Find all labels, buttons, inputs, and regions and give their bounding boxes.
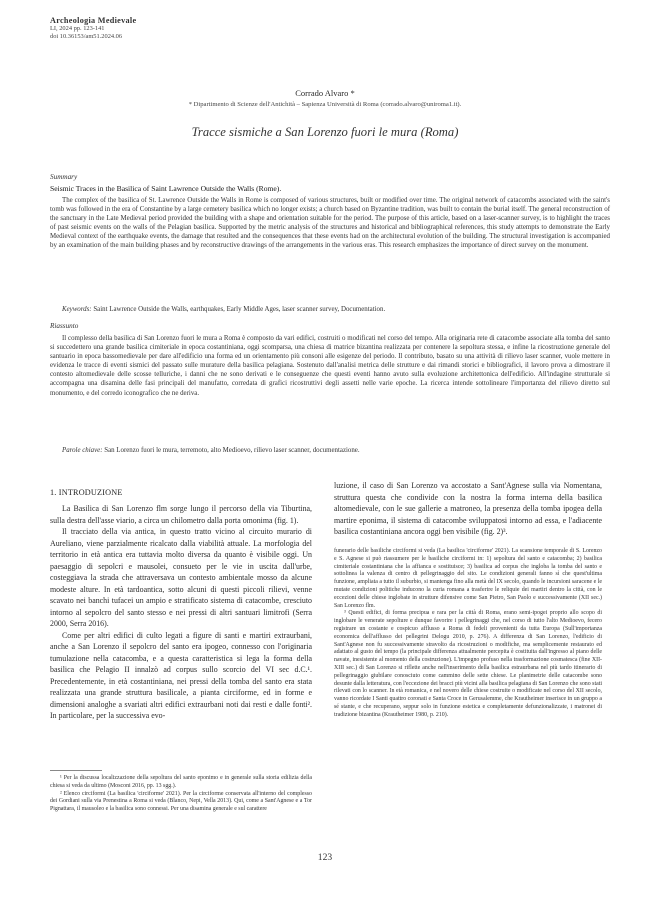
footnote-rule [50,770,102,771]
page-number: 123 [317,852,333,863]
riassunto-label: Riassunto [50,322,79,330]
riassunto-keywords [62,446,610,455]
body-paragraph: Il tracciato della via antica, in questo tratto vicino al circuito murario di Aureliano, viene parzialmente ricalcato dalla viabilità attuale. La morfologia del territorio in età antica era tuttavia molto diversa da quanto è visibile oggi. Un paesaggio di sepolcri e mausolei, consueto per le vie in uscita dall'urbe, costeggiava la strada che attraversava un contesto ambientale mosso da alcune modeste alture. In età tardoantica, sotto alcuni di questi piccoli rilievi, venne scavato nei banchi tufacei un ampio e stratificato sistema di catacombe, cresciuto intorno al sepolcro del santo stesso e nei pressi di altri santuari limitrofi (Serra 2000, Serra 2016). [50,527,312,628]
author-name: Corrado Alvaro * [295,88,355,98]
summary-keywords-text: Saint Lawrence Outside the Walls, earthquakes, Early Middle Ages, laser scanner survey, Documentation. [93,306,386,313]
summary-keywords-label: Keywords: [62,306,92,313]
footnote: ³ Questi edifici, di forma precipua e rara per la città di Roma, erano semi-ipogei proprio allo scopo di inglobare le venerate sepolture e dunque favorire i pellegrinaggi che, nel corso di tutto l'alto Medioevo, fecero registrare un costante e cospicuo afflusso a Roma di fedeli provenienti da tutta Europa (Sull'importanza economica dell'afflusso dei pellegrini Delogu 2010, p. 276). A differenza di San Lorenzo, l'edificio di Sant'Agnese non fu successivamente stravolto da ricostruzioni o modifiche, ma semplicemente restaurato ed adattato al gusto del tempo (la principale differenza attualmente percepita è costituita dall'ingresso al piano delle navate, inesistente al momento della costruzione). L'impegno profuso nella trasformazione cosmatesca (fine XII-XIII sec.) di San Lorenzo si riflette anche nell'inserimento della basilica estraurbana nel più tardo itinerario di pellegrinaggio giubilare conosciuto come cammino delle sette chiese. Le planimetrie delle catacombe sono desunte dalla letteratura, con l'eccezione dei bracci più vicini alla basilica pelagiana di San Lorenzo che sono stati rilevati con lo scanner. In età romanica, e nel novero delle chiese costruite o modificate nel corso del XII secolo, vanno ricordate I Santi quattro coronati e Santa Croce in Gerusalemme, che Krautheimer inserisce in un gruppo a sé stante, e che recuperano, seppur solo in funzione estetica e completamente defunzionalizzate, i matronei di tradizione bizantina (Krautheimer 1980, p. 210). [334,610,602,718]
summary-subtitle: Seismic Traces in the Basilica of Saint Lawrence Outside the Walls (Rome). [50,184,282,193]
riassunto-keywords-label: Parole chiave: [62,447,103,454]
footnotes-left [50,775,312,814]
footnote: ¹ Per la discussa localizzazione della sepoltura del santo eponimo e in generale sulla storia edilizia della chiesa si veda da ultimo (Mosconi 2016, pp. 13 sgg.). [50,775,312,789]
body-column-left [50,503,312,722]
summary-label: Summary [50,173,78,181]
body-paragraph: Come per altri edifici di culto legati a figure di santi e martiri extraurbani, anche a San Lorenzo il sepolcro del santo era ipogeo, connesso con l'originaria tumulazione nella catacomba, e a questa caratteristica si lega la forma della basilica che Pelagio II innalzò ad corpus sullo scorcio del VI sec d.C.¹. Precedentemente, in età costantiniana, nei pressi della tomba del santo era stata realizzata una grande struttura basilicale, a pianta circiforme, ed in forme e dimensioni analoghe a svariati altri edifici extraurbani noti dai resti e dalle fonti². In particolare, per la successiva evo- [50,630,312,720]
journal-name: Archeologia Medievale [50,16,137,25]
footnote: funerario delle basiliche circiformi si veda (La basilica 'circiforme' 2021). La scansione temporale di S. Lorenzo e S. Agnese si può riassumere per le basiliche circiformi in: 1) sepoltura del santo e catacomba; 2) basilica cimiteriale costantiniana che la affianca e sostituisce; 3) basilica ad corpus che ingloba la tomba del santo e sottolinea la valenza di centro di pellegrinaggio del sito. Le condizioni generali fanno sì che quest'ultima funzione, ampliata a tutto il suburbio, si mantenga fino alla metà del IX secolo, quando le incursioni saracene e le mutate condizioni politiche inducono la curia romana a trasferire le reliquie dei martiri dentro la città, con le eccezioni delle chiese inglobate in strutture difensive come San Pietro, San Paolo e successivamente (XII sec.) San Lorenzo flm. [334,548,602,609]
journal-doi[interactable]: doi 10.36153/am51.2024.06 [50,33,123,41]
riassunto-keywords-text: San Lorenzo fuori le mura, terremoto, alto Medioevo, rilievo laser scanner, documentazione. [104,447,360,454]
footnote: ² Elenco circiformi (La basilica 'circiforme' 2021). Per la circiforme conservata all'interno del complesso dei Gordiani sulla via Prenestina a Roma si veda (Blanco, Nepi, Vella 2013). Qui, come a Sant'Agnese e a Tor Pignattara, il mausoleo e la basilica sono connessi. Per una disamina generale e sul carattere [50,790,312,813]
journal-header [50,17,136,42]
riassunto-text: Il complesso della basilica di San Lorenzo fuori le mura a Roma è composto da vari edifici, costruiti o modificati nel corso del tempo. Alla originaria rete di catacombe associate alla tomba del santo si succedettero una grande basilica cimiteriale in epoca costantiniana, oggi scomparsa, una chiesa di matrice bizantina realizzata per contenere la sepoltura stessa, e infine la ricostruzione generale del santuario in epoca bassomedievale per dare all'edificio una forma ed un orientamento più consoni alle esigenze del periodo. Il contributo, basato su una attività di rilievo laser scanner, vuole mettere in evidenza le tracce di eventi sismici del passato sulle murature della basilica pelagiana. Sostenuto dall'analisi metrica delle strutture e dai rimandi storici e bibliografici, il lavoro prova a dimostrare il contesto altomedievale delle scosse telluriche, i danni che ne sono derivati e le conseguenze che questi eventi hanno avuto sulla evoluzione architettonica dell'edificio. All'indagine strutturale si accompagna una disamina delle fasi principali del manufatto, corredata di grafici ricostruttivi degli assetti nelle varie epoche. La ricerca intende sottolineare l'importanza del rilievo diretto sul monumento, e del corredo iconografico che ne deriva. [50,335,610,397]
article-title: Tracce sismiche a San Lorenzo fuori le mura (Roma) [191,125,459,139]
body-column-right [334,480,602,538]
footnotes-right [334,548,602,720]
summary-keywords [62,305,610,314]
body-paragraph: luzione, il caso di San Lorenzo va accostato a Sant'Agnese sulla via Nomentana, struttura questa che condivide con la nostra la forma interna della basilica altomedievale, con le sue gallerie a matroneo, la presenza della tomba ipogea della martire eponima, il sistema di catacombe sviluppatosi intorno ad essa, e l'adiacente basilica costantiniana ancora oggi ben visibile (fig. 2)³. [334,481,602,536]
section-heading: 1. INTRODUZIONE [50,488,123,497]
body-paragraph: La Basilica di San Lorenzo flm sorge lungo il percorso della via Tiburtina, sulla destra dell'asse viario, a circa un chilometro dalla porta omonima (fig. 1). [50,504,312,525]
author-affiliation: * Dipartimento di Scienze dell'Antichità – Sapienza Università di Roma (corrado.alvaro@uniroma1.it). [188,101,462,108]
summary-text: The complex of the basilica of St. Lawrence Outside the Walls in Rome is composed of various structures, built or modified over time. The original network of catacombs associated with the saint's tomb was followed in the era of Constantine by a large cemetery basilica which no longer exists; a church based on Byzantine tradition, was built to contain the burial itself. The general reconstruction of the sanctuary in the Late Medieval period provided the building with a shape and orientation suitable for the period. The purpose of this article, based on a laser-scanner survey, is to highlight the traces of past seismic events on the walls of the Pelagian basilica. Supported by the metric analysis of the structures and historical and bibliographical references, this study attempts to demonstrate the Early Medieval context of the earthquake events, the damage that resulted and the consequences that these events had on the architectural evolution of the building. The structural investigation is accompanied by an examination of the main building phases and by reconstructive drawings of the arrangements in the various eras. This research emphasizes the importance of direct survey on the monument. [50,197,610,250]
journal-volume: LI, 2024 pp. 123-141 [50,25,105,33]
